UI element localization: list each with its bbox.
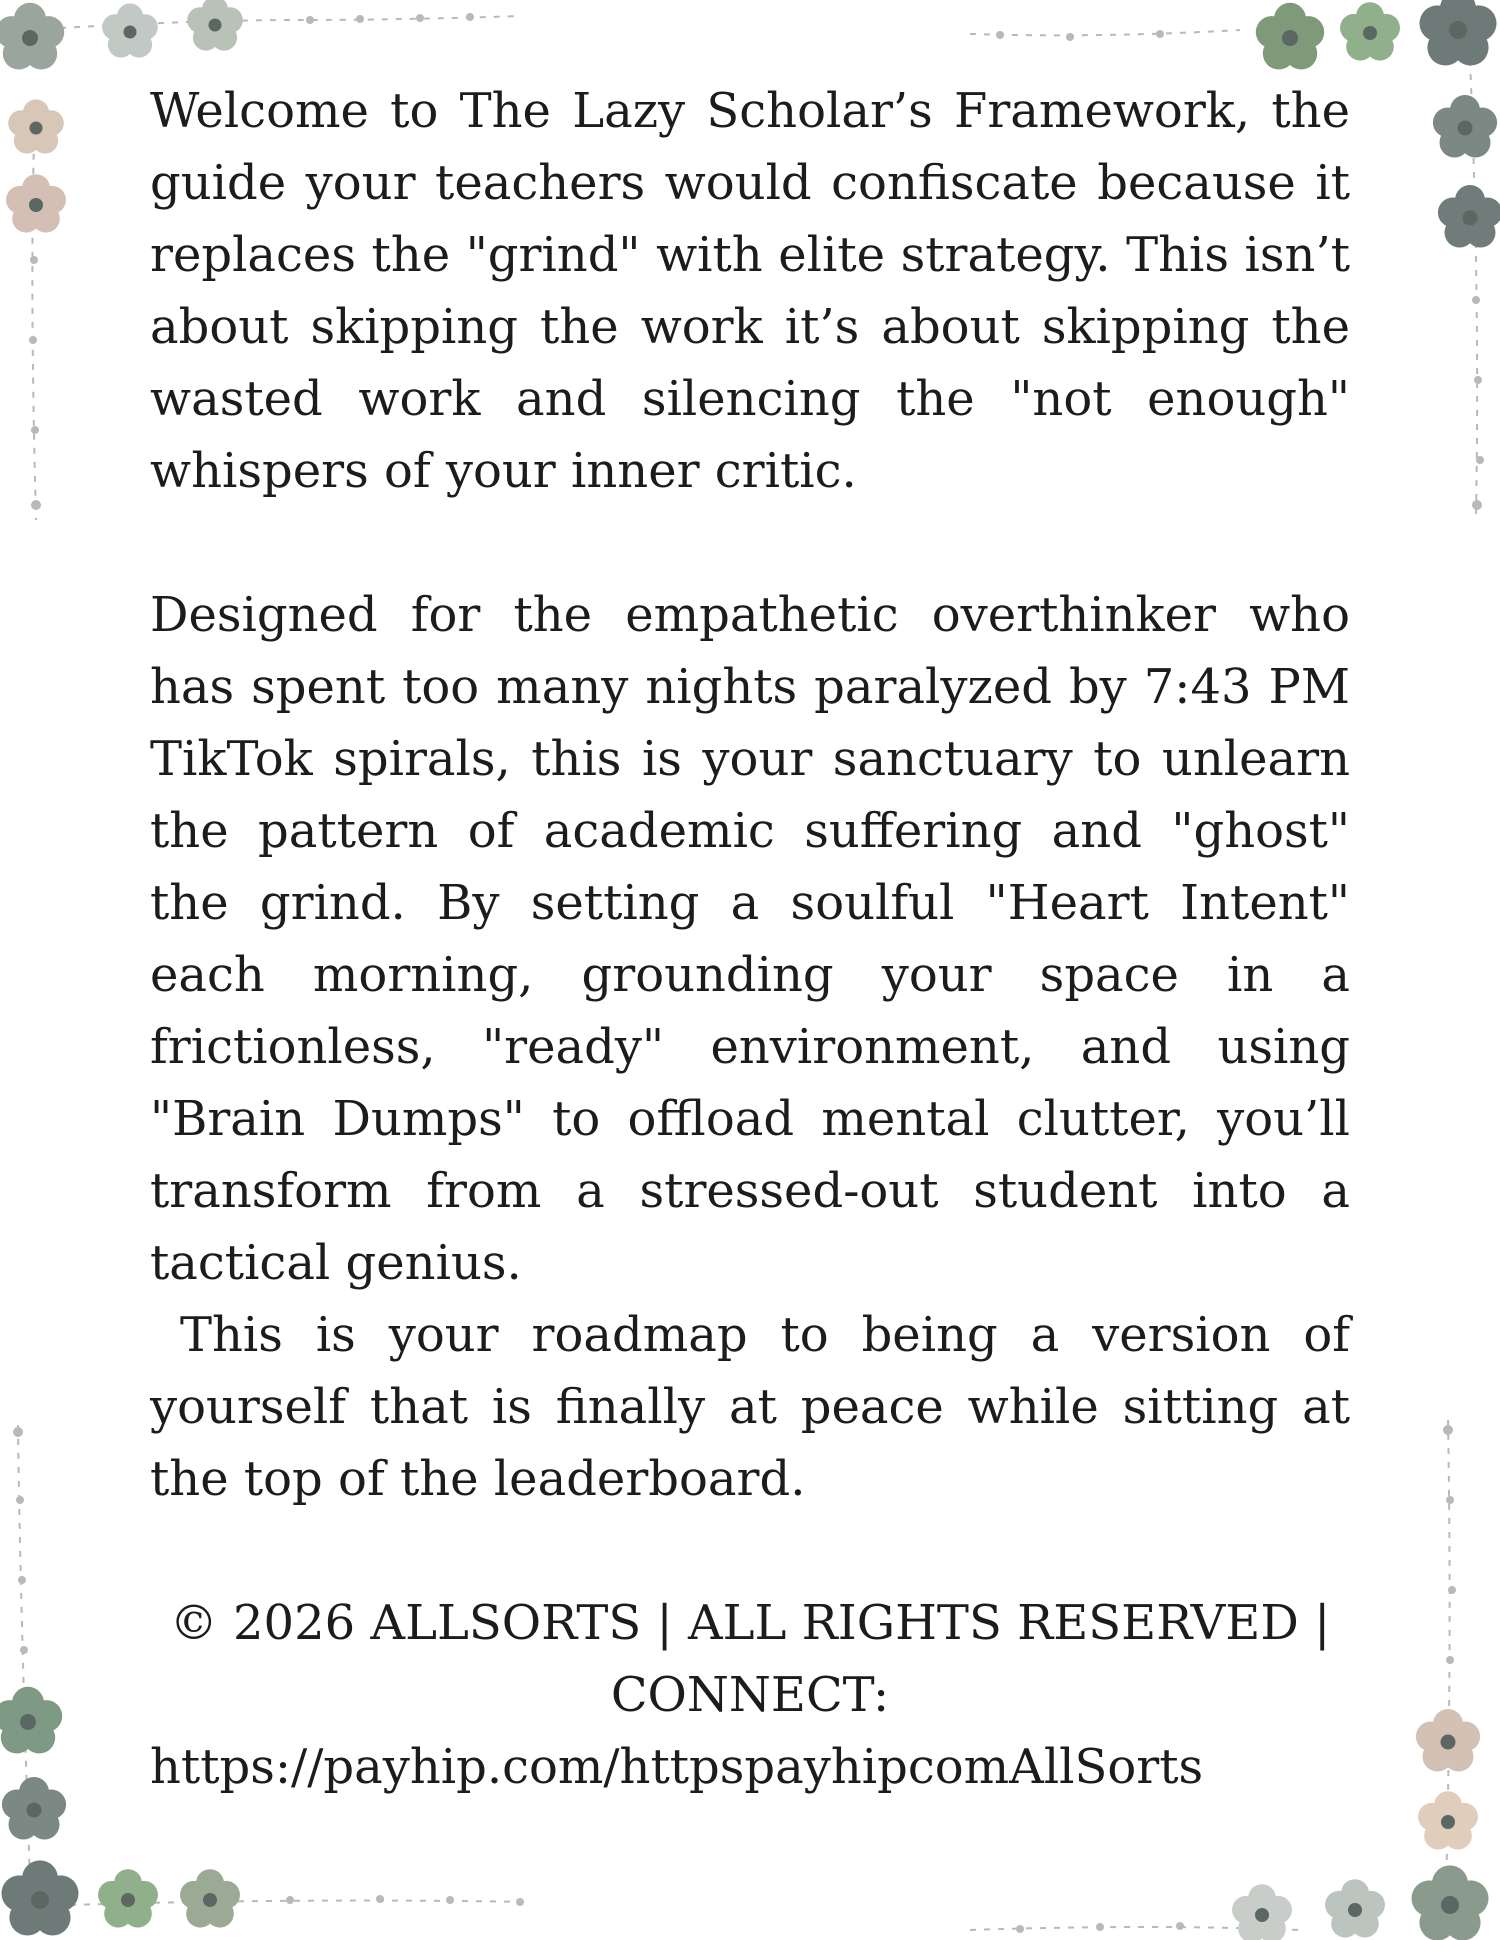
flower-icon [1340, 2, 1400, 60]
flower-icon [2, 1777, 66, 1840]
flower-icon [1419, 0, 1496, 65]
flower-icon [6, 174, 66, 232]
flower-icon [8, 99, 64, 153]
flower-icon [180, 1869, 240, 1927]
flower-icon [0, 1687, 62, 1754]
flower-icon [1416, 1709, 1480, 1772]
flower-icon [0, 3, 64, 70]
flower-icon [1, 1860, 78, 1935]
copyright-footer [150, 1587, 1350, 1803]
document-body [150, 75, 1350, 1803]
flower-icon [1325, 1879, 1385, 1937]
vine-top-right [970, 30, 1240, 35]
flower-icon [1232, 1884, 1292, 1940]
intro-paragraph: Welcome to The Lazy Scholar’s Framework, the guide your teachers would confiscate because it replaces the "grind" with elite strategy. This isn’t about skipping the work it’s about skipping the wasted work and silencing the "not enough" whispers of your inner critic. [150, 83, 1350, 499]
flower-icon [98, 1869, 158, 1927]
roadmap-paragraph: This is your roadmap to being a version of yourself that is finally at peace while sitting at the top of the leaderboard. [150, 1307, 1350, 1507]
flower-icon [102, 3, 158, 57]
flower-icon [1411, 1865, 1488, 1940]
flower-icon [1418, 1791, 1478, 1849]
copyright-text: © 2026 ALLSORTS | ALL RIGHTS RESERVED | CONNECT: [169, 1595, 1331, 1723]
flower-icon [1433, 95, 1497, 158]
description-paragraph: Designed for the empathetic overthinker who has spent too many nights paralyzed by 7:43 PM TikTok spirals, this is your sanctuary to unlearn the pattern of academic suffering and "ghost" the grind. By setting a soulful "Heart Intent" each morning, grounding your space in a frictionless, "ready" environment, and using "Brain Dumps" to offload mental clutter, you’ll transform from a stressed-out student into a tactical genius. [150, 587, 1350, 1291]
payhip-link[interactable]: https://payhip.com/httpspayhipcomAllSorts [150, 1739, 1204, 1795]
flower-icon [1256, 3, 1324, 70]
flower-icon [187, 0, 243, 51]
flower-icon [1438, 185, 1500, 248]
